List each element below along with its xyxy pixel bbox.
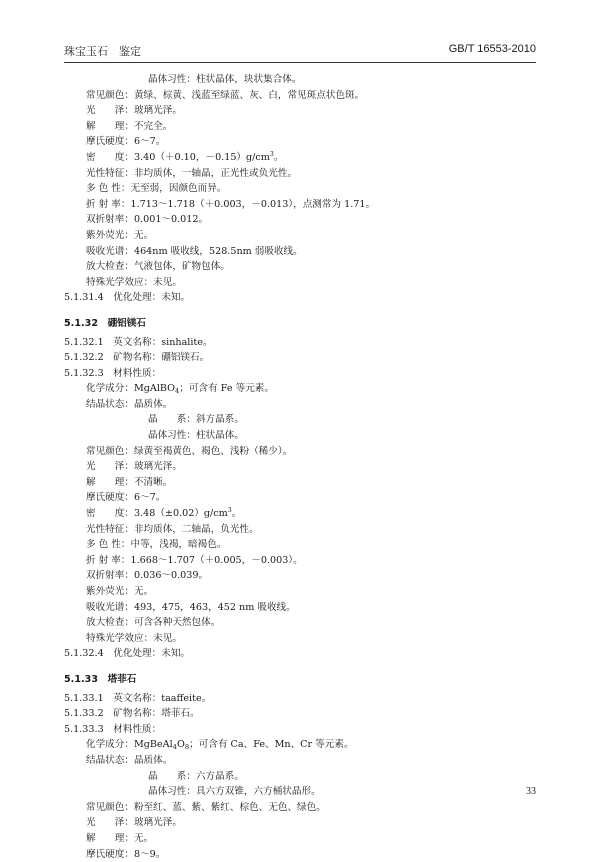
- sinhalite-uv: 紫外荧光：无。: [64, 584, 544, 600]
- prev-magnification: 放大检查：气液包体，矿物包体。: [64, 259, 544, 275]
- sinhalite-luster: 光 泽：玻璃光泽。: [64, 459, 544, 475]
- sinhalite-pleochroism: 多 色 性：中等，浅褐，暗褐色。: [64, 537, 544, 553]
- prev-crystal-habit: 晶体习性：柱状晶体，块状集合体。: [64, 72, 544, 88]
- taaffeite-crystal-system: 晶 系：六方晶系。: [64, 769, 544, 785]
- prev-optical: 光性特征：非均质体，一轴晶，正光性或负光性。: [64, 166, 544, 182]
- prev-special: 特殊光学效应：未见。: [64, 275, 544, 291]
- taaffeite-color: 常见颜色：粉至红、蓝、紫、紫红、棕色、无色、绿色。: [64, 800, 544, 816]
- prev-color: 常见颜色：黄绿、棕黄、浅蓝至绿蓝、灰、白，常见斑点状色斑。: [64, 88, 544, 104]
- header-standard-number: GB/T 16553-2010: [449, 43, 536, 55]
- section-title-taaffeite: 5.1.33 塔菲石: [64, 672, 544, 688]
- sinhalite-refractive: 折 射 率：1.668～1.707（＋0.005，－0.003）。: [64, 553, 544, 569]
- taaffeite-crystal-habit: 晶体习性：具六方双锥，六方桶状晶形。: [64, 784, 544, 800]
- taaffeite-english: 5.1.33.1 英文名称：taaffeite。: [64, 691, 544, 707]
- prev-refractive: 折 射 率：1.713～1.718（＋0.003，－0.013），点测常为 1.71。: [64, 197, 544, 213]
- taaffeite-luster: 光 泽：玻璃光泽。: [64, 815, 544, 831]
- taaffeite-mineral: 5.1.33.2 矿物名称：塔菲石。: [64, 706, 544, 722]
- page-header: [64, 40, 536, 63]
- prev-density: 密 度：3.40（＋0.10，$-0.15)g/cm^3$。: [64, 150, 544, 166]
- sinhalite-crystal-system: 晶 系：斜方晶系。: [64, 412, 544, 428]
- document-body: [64, 72, 544, 862]
- sinhalite-cleavage: 解 理：不清晰。: [64, 475, 544, 491]
- section-title-sinhalite: 5.1.32 硼铝镁石: [64, 316, 544, 332]
- prev-uv: 紫外荧光：无。: [64, 228, 544, 244]
- prev-treatment: 5.1.31.4 优化处理：未知。: [64, 290, 544, 306]
- sinhalite-special: 特殊光学效应：未见。: [64, 631, 544, 647]
- page-number: 33: [526, 786, 536, 797]
- sinhalite-mineral: 5.1.32.2 矿物名称：硼铝镁石。: [64, 350, 544, 366]
- sinhalite-properties: 5.1.32.3 材料性质：: [64, 366, 544, 382]
- taaffeite-hardness: 摩氏硬度：8～9。: [64, 847, 544, 862]
- taaffeite-composition: 化学成分：$MgBeAl_4O_8$；可含有 Ca、Fe、Mn、Cr 等元素。: [64, 737, 544, 753]
- sinhalite-composition: 化学成分：MgAlBO$_4$；可含有 Fe 等元素。: [64, 381, 544, 397]
- sinhalite-birefringence: 双折射率：0.036～0.039。: [64, 568, 544, 584]
- sinhalite-treatment: 5.1.32.4 优化处理：未知。: [64, 646, 544, 662]
- taaffeite-properties: 5.1.33.3 材料性质：: [64, 722, 544, 738]
- sinhalite-english: 5.1.32.1 英文名称：sinhalite。: [64, 335, 544, 351]
- sinhalite-hardness: 摩氏硬度：6～7。: [64, 490, 544, 506]
- prev-spectrum: 吸收光谱：464nm 吸收线，528.5nm 弱吸收线。: [64, 244, 544, 260]
- sinhalite-color: 常见颜色：绿黄至褐黄色、褐色、浅粉（稀少）。: [64, 444, 544, 460]
- header-title: 珠宝玉石 鉴定: [64, 43, 141, 59]
- sinhalite-crystal-habit: 晶体习性：柱状晶体。: [64, 428, 544, 444]
- prev-cleavage: 解 理：不完全。: [64, 119, 544, 135]
- taaffeite-cleavage: 解 理：无。: [64, 831, 544, 847]
- sinhalite-density: 密 度：$3.48(\pm 0.02)g/cm^3$。: [64, 506, 544, 522]
- sinhalite-optical: 光性特征：非均质体，二轴晶，负光性。: [64, 522, 544, 538]
- taaffeite-crystal-state: 结晶状态：晶质体。: [64, 753, 544, 769]
- prev-pleochroism: 多 色 性：无至弱，因颜色而异。: [64, 181, 544, 197]
- sinhalite-magnification: 放大检查：可含各种天然包体。: [64, 615, 544, 631]
- prev-luster: 光 泽：玻璃光泽。: [64, 103, 544, 119]
- sinhalite-spectrum: 吸收光谱：493，475，463，452 nm 吸收线。: [64, 600, 544, 616]
- prev-birefringence: 双折射率：0.001～0.012。: [64, 212, 544, 228]
- sinhalite-crystal-state: 结晶状态：晶质体。: [64, 397, 544, 413]
- prev-hardness: 摩氏硬度：6～7。: [64, 134, 544, 150]
